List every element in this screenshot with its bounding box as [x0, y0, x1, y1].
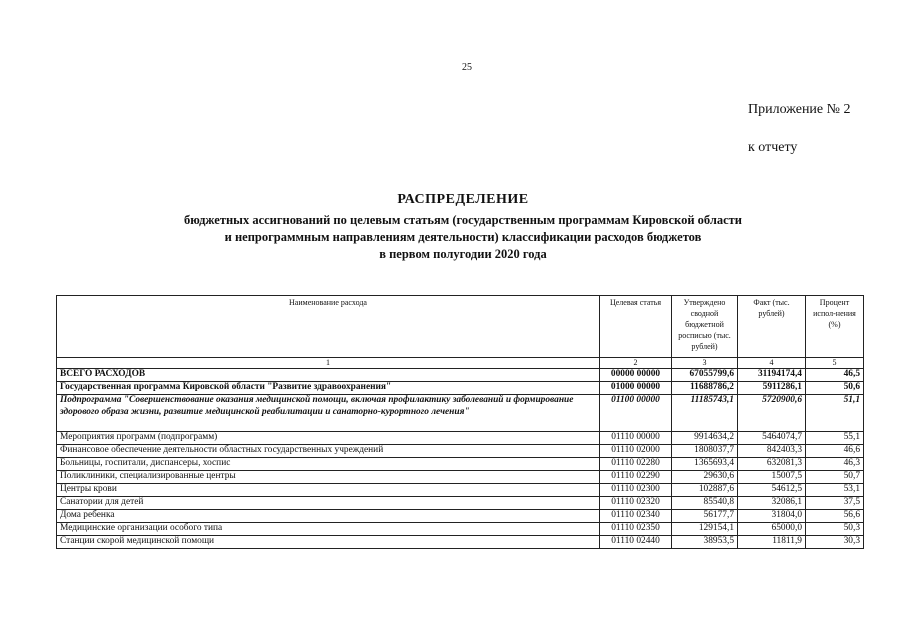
cell-percent: 46,6 [806, 445, 864, 458]
cell-approved: 102887,6 [672, 484, 738, 497]
cell-fact: 32086,1 [738, 497, 806, 510]
cell-name: Подпрограмма "Совершенствование оказания медицинской помощи, включая профилактику заболеваний и формирование здорового образа жизни, развитие медицинской реабилитации и санаторно-курортного лечения" [57, 395, 600, 432]
cell-fact: 31194174,4 [738, 369, 806, 382]
header-name: Наименование расхода [57, 296, 600, 358]
cell-code: 01110 02350 [600, 523, 672, 536]
table-row [57, 369, 864, 382]
table-row [57, 432, 864, 445]
appendix-label: Приложение № 2 [748, 102, 851, 117]
cell-fact: 5464074,7 [738, 432, 806, 445]
header-fact: Факт (тыс. рублей) [738, 296, 806, 358]
column-number: 4 [738, 358, 806, 369]
cell-code: 01110 02280 [600, 458, 672, 471]
table-row [57, 395, 864, 432]
table-row [57, 484, 864, 497]
header-code: Целевая статья [600, 296, 672, 358]
cell-fact: 31804,0 [738, 510, 806, 523]
cell-code: 01110 02290 [600, 471, 672, 484]
cell-fact: 65000,0 [738, 523, 806, 536]
cell-name: Станции скорой медицинской помощи [57, 536, 600, 549]
cell-percent: 53,1 [806, 484, 864, 497]
cell-code: 01110 02440 [600, 536, 672, 549]
cell-fact: 15007,5 [738, 471, 806, 484]
cell-name: Санатории для детей [57, 497, 600, 510]
cell-approved: 11688786,2 [672, 382, 738, 395]
table-row [57, 510, 864, 523]
cell-name: Медицинские организации особого типа [57, 523, 600, 536]
column-number-row [57, 358, 864, 369]
column-number: 5 [806, 358, 864, 369]
table-row [57, 382, 864, 395]
cell-approved: 9914634,2 [672, 432, 738, 445]
cell-code: 01110 02300 [600, 484, 672, 497]
header-approved: Утверждено сводной бюджетной росписью (тыс. рублей) [672, 296, 738, 358]
subtitle-line: в первом полугодии 2020 года [379, 247, 547, 261]
cell-percent: 51,1 [806, 395, 864, 432]
cell-fact: 842403,3 [738, 445, 806, 458]
cell-approved: 1808037,7 [672, 445, 738, 458]
document-title: РАСПРЕДЕЛЕНИЕ [397, 192, 529, 207]
cell-code: 00000 00000 [600, 369, 672, 382]
cell-fact: 632081,3 [738, 458, 806, 471]
table-row [57, 497, 864, 510]
cell-code: 01110 02320 [600, 497, 672, 510]
page-number: 25 [462, 62, 472, 73]
table-header-row [57, 296, 864, 358]
cell-approved: 29630,6 [672, 471, 738, 484]
table-row [57, 458, 864, 471]
cell-name: Финансовое обеспечение деятельности областных государственных учреждений [57, 445, 600, 458]
cell-percent: 50,3 [806, 523, 864, 536]
cell-approved: 67055799,6 [672, 369, 738, 382]
table-row [57, 523, 864, 536]
report-reference: к отчету [748, 140, 798, 155]
table-row [57, 471, 864, 484]
cell-approved: 11185743,1 [672, 395, 738, 432]
cell-approved: 85540,8 [672, 497, 738, 510]
column-number: 3 [672, 358, 738, 369]
cell-name: Дома ребенка [57, 510, 600, 523]
cell-name: ВСЕГО РАСХОДОВ [57, 369, 600, 382]
column-number: 2 [600, 358, 672, 369]
cell-percent: 56,6 [806, 510, 864, 523]
cell-code: 01110 02340 [600, 510, 672, 523]
header-percent: Процент испол-нения (%) [806, 296, 864, 358]
cell-name: Центры крови [57, 484, 600, 497]
subtitle-line: и непрограммным направлениям деятельности) классификации расходов бюджетов [224, 230, 702, 244]
cell-code: 01110 02000 [600, 445, 672, 458]
cell-approved: 56177,7 [672, 510, 738, 523]
cell-approved: 1365693,4 [672, 458, 738, 471]
cell-name: Поликлиники, специализированные центры [57, 471, 600, 484]
cell-fact: 5720900,6 [738, 395, 806, 432]
cell-percent: 37,5 [806, 497, 864, 510]
cell-percent: 30,3 [806, 536, 864, 549]
cell-percent: 50,6 [806, 382, 864, 395]
cell-code: 01100 00000 [600, 395, 672, 432]
cell-fact: 11811,9 [738, 536, 806, 549]
cell-percent: 46,5 [806, 369, 864, 382]
subtitle-line: бюджетных ассигнований по целевым статьям (государственным программам Кировской области [183, 213, 742, 227]
document-subtitle [60, 212, 866, 263]
cell-approved: 129154,1 [672, 523, 738, 536]
cell-name: Государственная программа Кировской области "Развитие здравоохранения" [57, 382, 600, 395]
cell-approved: 38953,5 [672, 536, 738, 549]
cell-fact: 54612,5 [738, 484, 806, 497]
table-row [57, 536, 864, 549]
table-body [57, 369, 864, 549]
budget-table [56, 295, 864, 549]
column-number: 1 [57, 358, 600, 369]
cell-code: 01110 00000 [600, 432, 672, 445]
cell-code: 01000 00000 [600, 382, 672, 395]
table-row [57, 445, 864, 458]
cell-percent: 46,3 [806, 458, 864, 471]
cell-percent: 50,7 [806, 471, 864, 484]
cell-fact: 5911286,1 [738, 382, 806, 395]
cell-name: Мероприятия программ (подпрограмм) [57, 432, 600, 445]
title-block [60, 192, 866, 263]
cell-percent: 55,1 [806, 432, 864, 445]
cell-name: Больницы, госпитали, диспансеры, хоспис [57, 458, 600, 471]
